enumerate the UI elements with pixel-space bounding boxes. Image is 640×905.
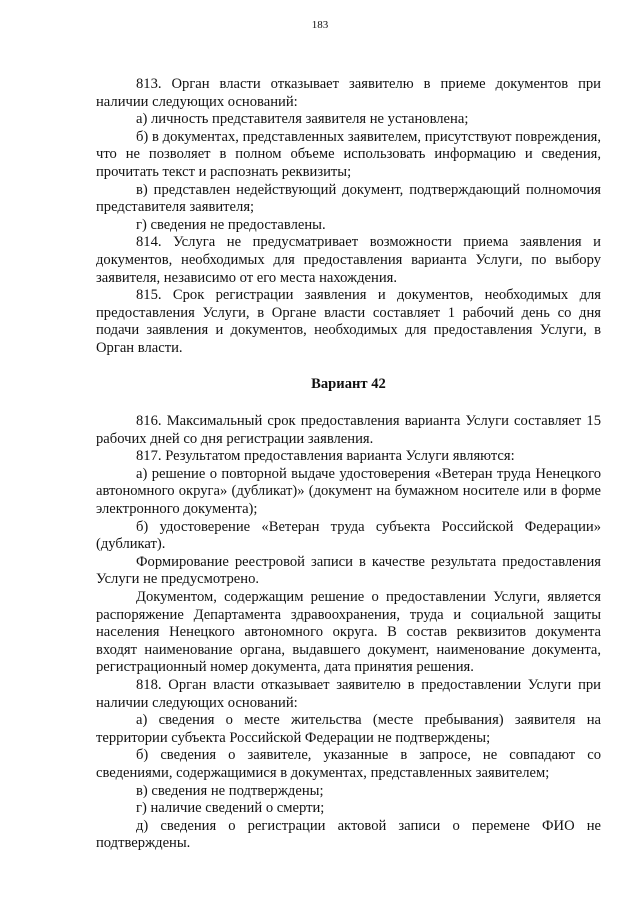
list-item-817-a: а) решение о повторной выдаче удостоверения «Ветеран труда Ненецкого автономного округа» (дубликат)» (документ на бумажном носителе или в форме электронного документа); [96, 465, 601, 518]
document-body [96, 76, 601, 853]
list-item-813-v: в) представлен недействующий документ, подтверждающий полномочия представителя заявителя; [96, 181, 601, 216]
paragraph-814: 814. Услуга не предусматривает возможности приема заявления и документов, необходимых для предоставления варианта Услуги, по выбору заявителя, независимо от его места нахождения. [96, 234, 601, 286]
list-item-813-a: а) личность представителя заявителя не установлена; [136, 111, 469, 128]
paragraph-817: 817. Результатом предоставления варианта Услуги являются: [136, 448, 515, 465]
list-item-818-g: г) наличие сведений о смерти; [136, 800, 325, 817]
page-number: 183 [311, 19, 329, 31]
list-item-818-v: в) сведения не подтверждены; [136, 782, 324, 799]
list-item-818-a: а) сведения о месте жительства (месте пребывания) заявителя на территории субъекта Российской Федерации не подтверждены; [96, 712, 601, 746]
section-heading: Вариант 42 [311, 375, 386, 392]
paragraph-813: 813. Орган власти отказывает заявителю в приеме документов при наличии следующих оснований: [96, 76, 601, 110]
list-item-818-d: д) сведения о регистрации актовой записи о перемене ФИО не подтверждены. [96, 817, 601, 852]
list-item-817-b: б) удостоверение «Ветеран труда субъекта Российской Федерации» (дубликат). [96, 518, 601, 553]
list-item-813-g: г) сведения не предоставлены. [136, 216, 326, 233]
paragraph-816: 816. Максимальный срок предоставления варианта Услуги составляет 15 рабочих дней со дня регистрации заявления. [96, 413, 601, 447]
paragraph-818: 818. Орган власти отказывает заявителю в предоставлении Услуги при наличии следующих оснований: [96, 677, 601, 711]
paragraph-registry-note: Формирование реестровой записи в качестве результата предоставления Услуги не предусмотрено. [96, 553, 601, 588]
list-item-818-b: б) сведения о заявителе, указанные в запросе, не совпадают со сведениями, содержащимися в документах, представленных заявителем; [96, 747, 601, 781]
paragraph-815: 815. Срок регистрации заявления и документов, необходимых для предоставления Услуги, в Органе власти составляет 1 рабочий день со дня подачи заявления и документов, необходимых для предоставления Услуги, в Орган власти. [96, 287, 601, 356]
paragraph-decision-document: Документом, содержащим решение о предоставлении Услуги, является распоряжение Департамента здравоохранения, труда и социальной защиты населения Ненецкого автономного округа. В состав реквизитов документа входят наименование органа, выдавшего документ, наименование документа, регистрационный номер документа, дата принятия решения. [96, 589, 601, 676]
list-item-813-b: б) в документах, представленных заявителем, присутствуют повреждения, что не позволяет в полном объеме использовать информацию и сведения, прочитать текст и распознать реквизиты; [96, 128, 601, 180]
